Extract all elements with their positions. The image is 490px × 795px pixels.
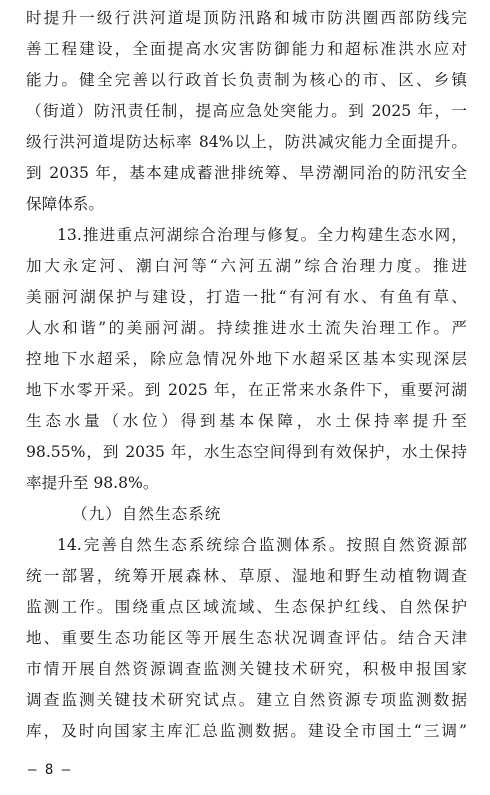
page-number: – 8 – xyxy=(28,762,71,778)
paragraph-river-lake-governance xyxy=(26,220,467,499)
text-line: 保障体系。 xyxy=(26,195,104,213)
text-line: 能力。健全完善以行政首长负责制为核心的市、区、乡镇 xyxy=(26,71,467,89)
text-line: 生态水量（水位）得到基本保障，水土保持率提升至 xyxy=(26,412,467,430)
document-page xyxy=(26,3,467,747)
text-line: 率提升至 98.8%。 xyxy=(26,474,159,492)
text-line: 市情开展自然资源调查监测关键技术研究，积极申报国家 xyxy=(26,660,467,678)
paragraph-ecosystem-monitoring xyxy=(26,530,467,747)
paragraph-flood-control xyxy=(26,3,467,220)
text-line: 时提升一级行洪河道堤顶防汛路和城市防洪圈西部防线完 xyxy=(26,9,467,27)
text-line: 到 2035 年，基本建成蓄泄排统筹、旱涝潮同治的防汛安全 xyxy=(26,164,467,182)
text-line: 统一部署，统筹开展森林、草原、湿地和野生动植物调查 xyxy=(26,567,467,585)
text-line: 监测工作。围绕重点区域流域、生态保护红线、自然保护 xyxy=(26,598,467,616)
text-line: 库，及时向国家主库汇总监测数据。建设全市国土“三调” xyxy=(26,722,467,740)
text-line: 控地下水超采，除应急情况外地下水超采区基本实现深层 xyxy=(26,350,467,368)
text-line: 人水和谐”的美丽河湖。持续推进水土流失治理工作。严 xyxy=(26,319,467,337)
text-line: 14.完善自然生态系统综合监测体系。按照自然资源部 xyxy=(57,536,467,554)
text-line: （街道）防汛责任制，提高应急处突能力。到 2025 年，一 xyxy=(26,102,467,120)
text-line: 美丽河湖保护与建设，打造一批“有河有水、有鱼有草、 xyxy=(26,288,467,306)
text-line: 调查监测关键技术研究试点。建立自然资源专项监测数据 xyxy=(26,691,467,709)
text-line: 98.55%，到 2035 年，水生态空间得到有效保护，水土保持 xyxy=(26,443,467,461)
text-line: 地、重要生态功能区等开展生态状况调查评估。结合天津 xyxy=(26,629,467,647)
text-line: 加大永定河、潮白河等“六河五湖”综合治理力度。推进 xyxy=(26,257,467,275)
text-line: 善工程建设，全面提高水灾害防御能力和超标准洪水应对 xyxy=(26,40,467,58)
text-line: 13.推进重点河湖综合治理与修复。全力构建生态水网， xyxy=(57,226,467,244)
text-line: 级行洪河道堤防达标率 84%以上，防洪减灾能力全面提升。 xyxy=(26,133,467,151)
section-heading: （九）自然生态系统 xyxy=(72,505,222,523)
text-line: 地下水零开采。到 2025 年，在正常来水条件下，重要河湖 xyxy=(26,381,467,399)
